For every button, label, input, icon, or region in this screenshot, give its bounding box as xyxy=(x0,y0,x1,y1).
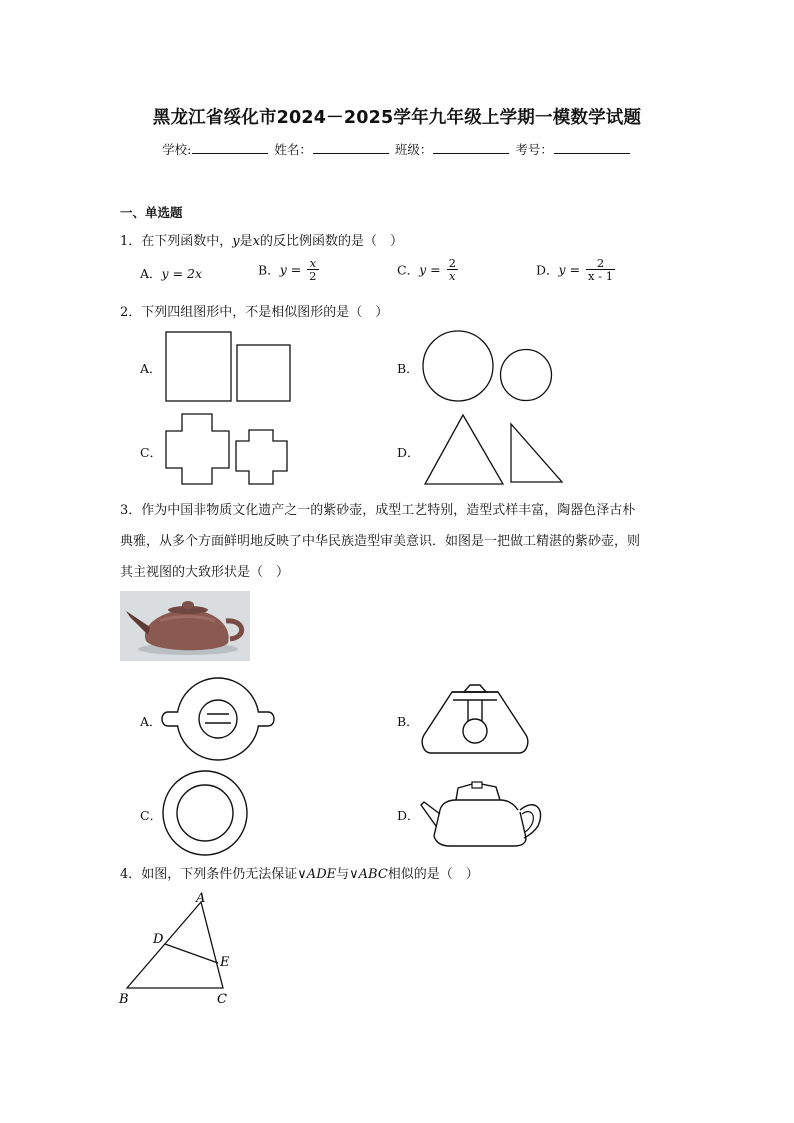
q4-stem: 4．如图，下列条件仍无法保证∨ADE与∨ABC相似的是（ ） xyxy=(120,867,479,882)
q1-option-d[interactable]: D．y = $\frac{2}{x - 1}$ xyxy=(536,256,614,283)
point-e-label: E xyxy=(220,955,230,970)
q4-triangle-abc xyxy=(127,902,223,988)
q1-d-fraction: $\frac{2}{x - 1}$ xyxy=(588,256,614,283)
point-c-label: C xyxy=(217,992,227,1007)
q4-number: 4． xyxy=(120,867,142,882)
q2-option-b-label[interactable]: B． xyxy=(397,361,419,376)
q1-b-fraction: $\frac{x}{2}$ xyxy=(309,256,317,283)
q1-number: 1． xyxy=(120,234,142,249)
q3-option-a-label[interactable]: A． xyxy=(140,714,162,729)
section-title: 一、单选题 xyxy=(120,205,183,220)
name-label: 姓名： xyxy=(274,142,312,157)
q3-stem: 3．作为中国非物质文化遗产之一的紫砂壶，成型工艺特别，造型式样丰富，陶器色泽古朴 典雅，从多个方面鲜明地反映了中华民族造型审美意识．如图是一把做工精湛的紫砂壶，则 其主视图的大致形状是（ ） xyxy=(120,503,641,580)
q2-option-a-label[interactable]: A． xyxy=(140,361,162,376)
q1-stem: 1．在下列函数中，y是x的反比例函数的是（ ） xyxy=(120,234,404,249)
q2-stem: 2．下列四组图形中，不是相似图形的是（ ） xyxy=(120,305,389,320)
q3-number: 3． xyxy=(120,503,142,518)
point-d-label: D xyxy=(153,932,164,947)
q1-option-c[interactable]: C．y = $\frac{2}{x}$ xyxy=(397,256,456,283)
point-a-label: A xyxy=(196,891,206,906)
class-label: 班级： xyxy=(394,142,433,157)
q2-option-c-label[interactable]: C． xyxy=(140,445,163,460)
q2-option-d-label[interactable]: D． xyxy=(397,445,420,460)
q1-option-a[interactable]: A．y = 2x xyxy=(140,266,203,281)
q1-c-fraction: $\frac{2}{x}$ xyxy=(448,256,456,283)
q3-option-c-label[interactable]: C． xyxy=(140,808,163,823)
exam-no-label: 考号： xyxy=(515,142,553,157)
q1-option-b[interactable]: B．y = $\frac{x}{2}$ xyxy=(258,256,317,283)
school-label: 学校: xyxy=(162,142,192,157)
page-title: 黑龙江省绥化市2024－2025学年九年级上学期一模数学试题 xyxy=(152,108,642,128)
q4-segment-de xyxy=(165,944,218,963)
point-b-label: B xyxy=(119,992,129,1007)
q2-number: 2． xyxy=(120,305,142,320)
q3-option-d-label[interactable]: D． xyxy=(397,808,420,823)
q3-option-b-label[interactable]: B． xyxy=(397,714,419,729)
